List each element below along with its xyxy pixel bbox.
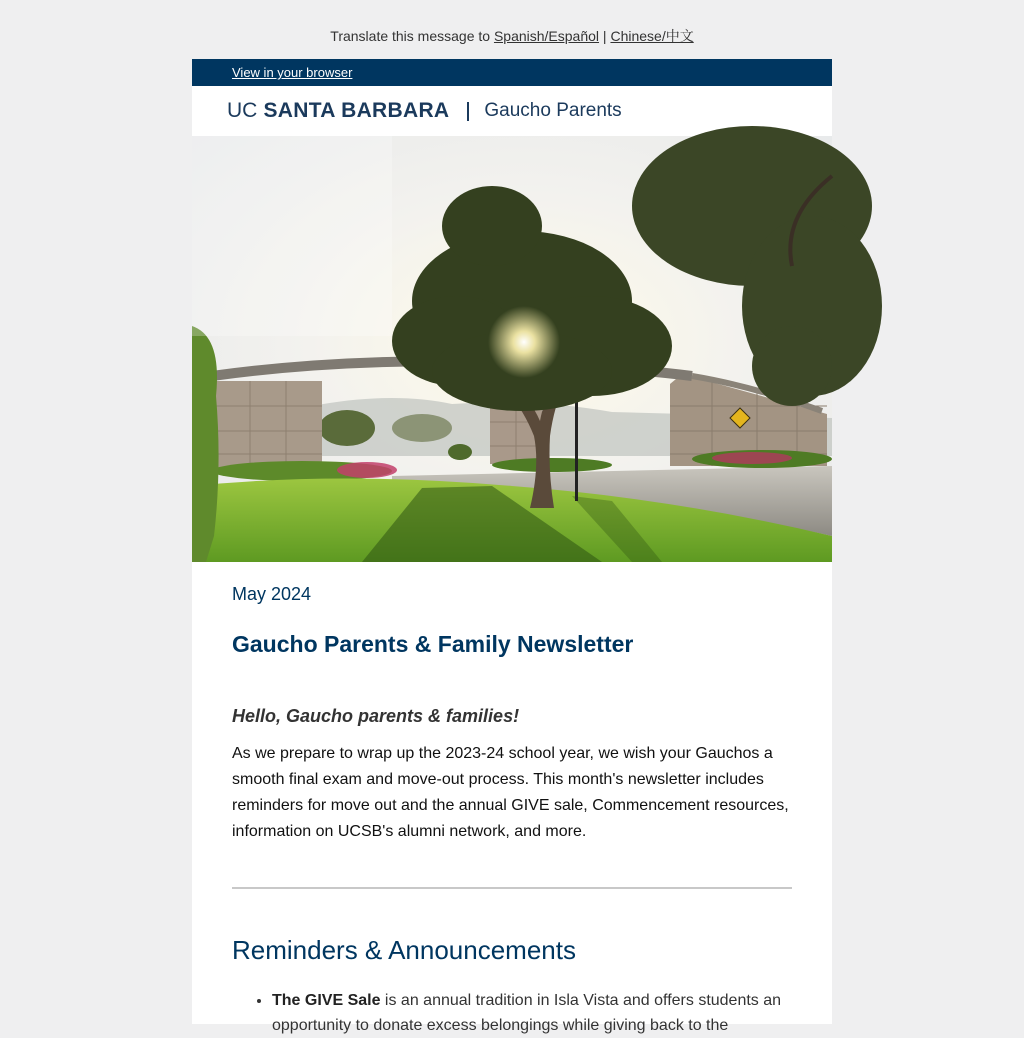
spanish-link[interactable]: Spanish/Español: [493, 28, 600, 44]
ucsb-logo: UC SANTA BARBARA: [227, 99, 450, 122]
translate-separator: |: [602, 28, 607, 44]
issue-date: May 2024: [232, 584, 312, 604]
chinese-link[interactable]: Chinese/中文: [610, 28, 694, 44]
list-item-title: The GIVE Sale: [272, 992, 381, 1009]
view-in-browser-link[interactable]: View in your browser: [232, 65, 353, 80]
email-body: [192, 59, 832, 1034]
section-divider: [232, 887, 792, 889]
intro-paragraph: As we prepare to wrap up the 2023-24 school year, we wish your Gauchos a smooth final exam and move-out process. This month's newsletter includes reminders for move out and the annual GIVE sale, Commencement resources, information on UCSB's alumni network, and more.: [232, 745, 789, 840]
section-heading: Reminders & Announcements: [232, 935, 576, 965]
list-item: [272, 988, 792, 1038]
greeting: Hello, Gaucho parents & families!: [232, 706, 520, 726]
brand-divider: [467, 102, 469, 121]
announcements-list: [232, 988, 792, 1038]
newsletter-content: [192, 562, 832, 1038]
top-bar: [192, 59, 832, 86]
translate-prefix: Translate this message to: [330, 28, 491, 44]
hero-image: [192, 136, 832, 562]
brand-subtitle: Gaucho Parents: [484, 100, 622, 121]
newsletter-title: Gaucho Parents & Family Newsletter: [232, 631, 634, 657]
translate-bar: [0, 26, 1024, 46]
list-item-text: is an annual tradition in Isla Vista and offers students an opportunity to donate excess belongings while giving back to the: [272, 992, 782, 1034]
